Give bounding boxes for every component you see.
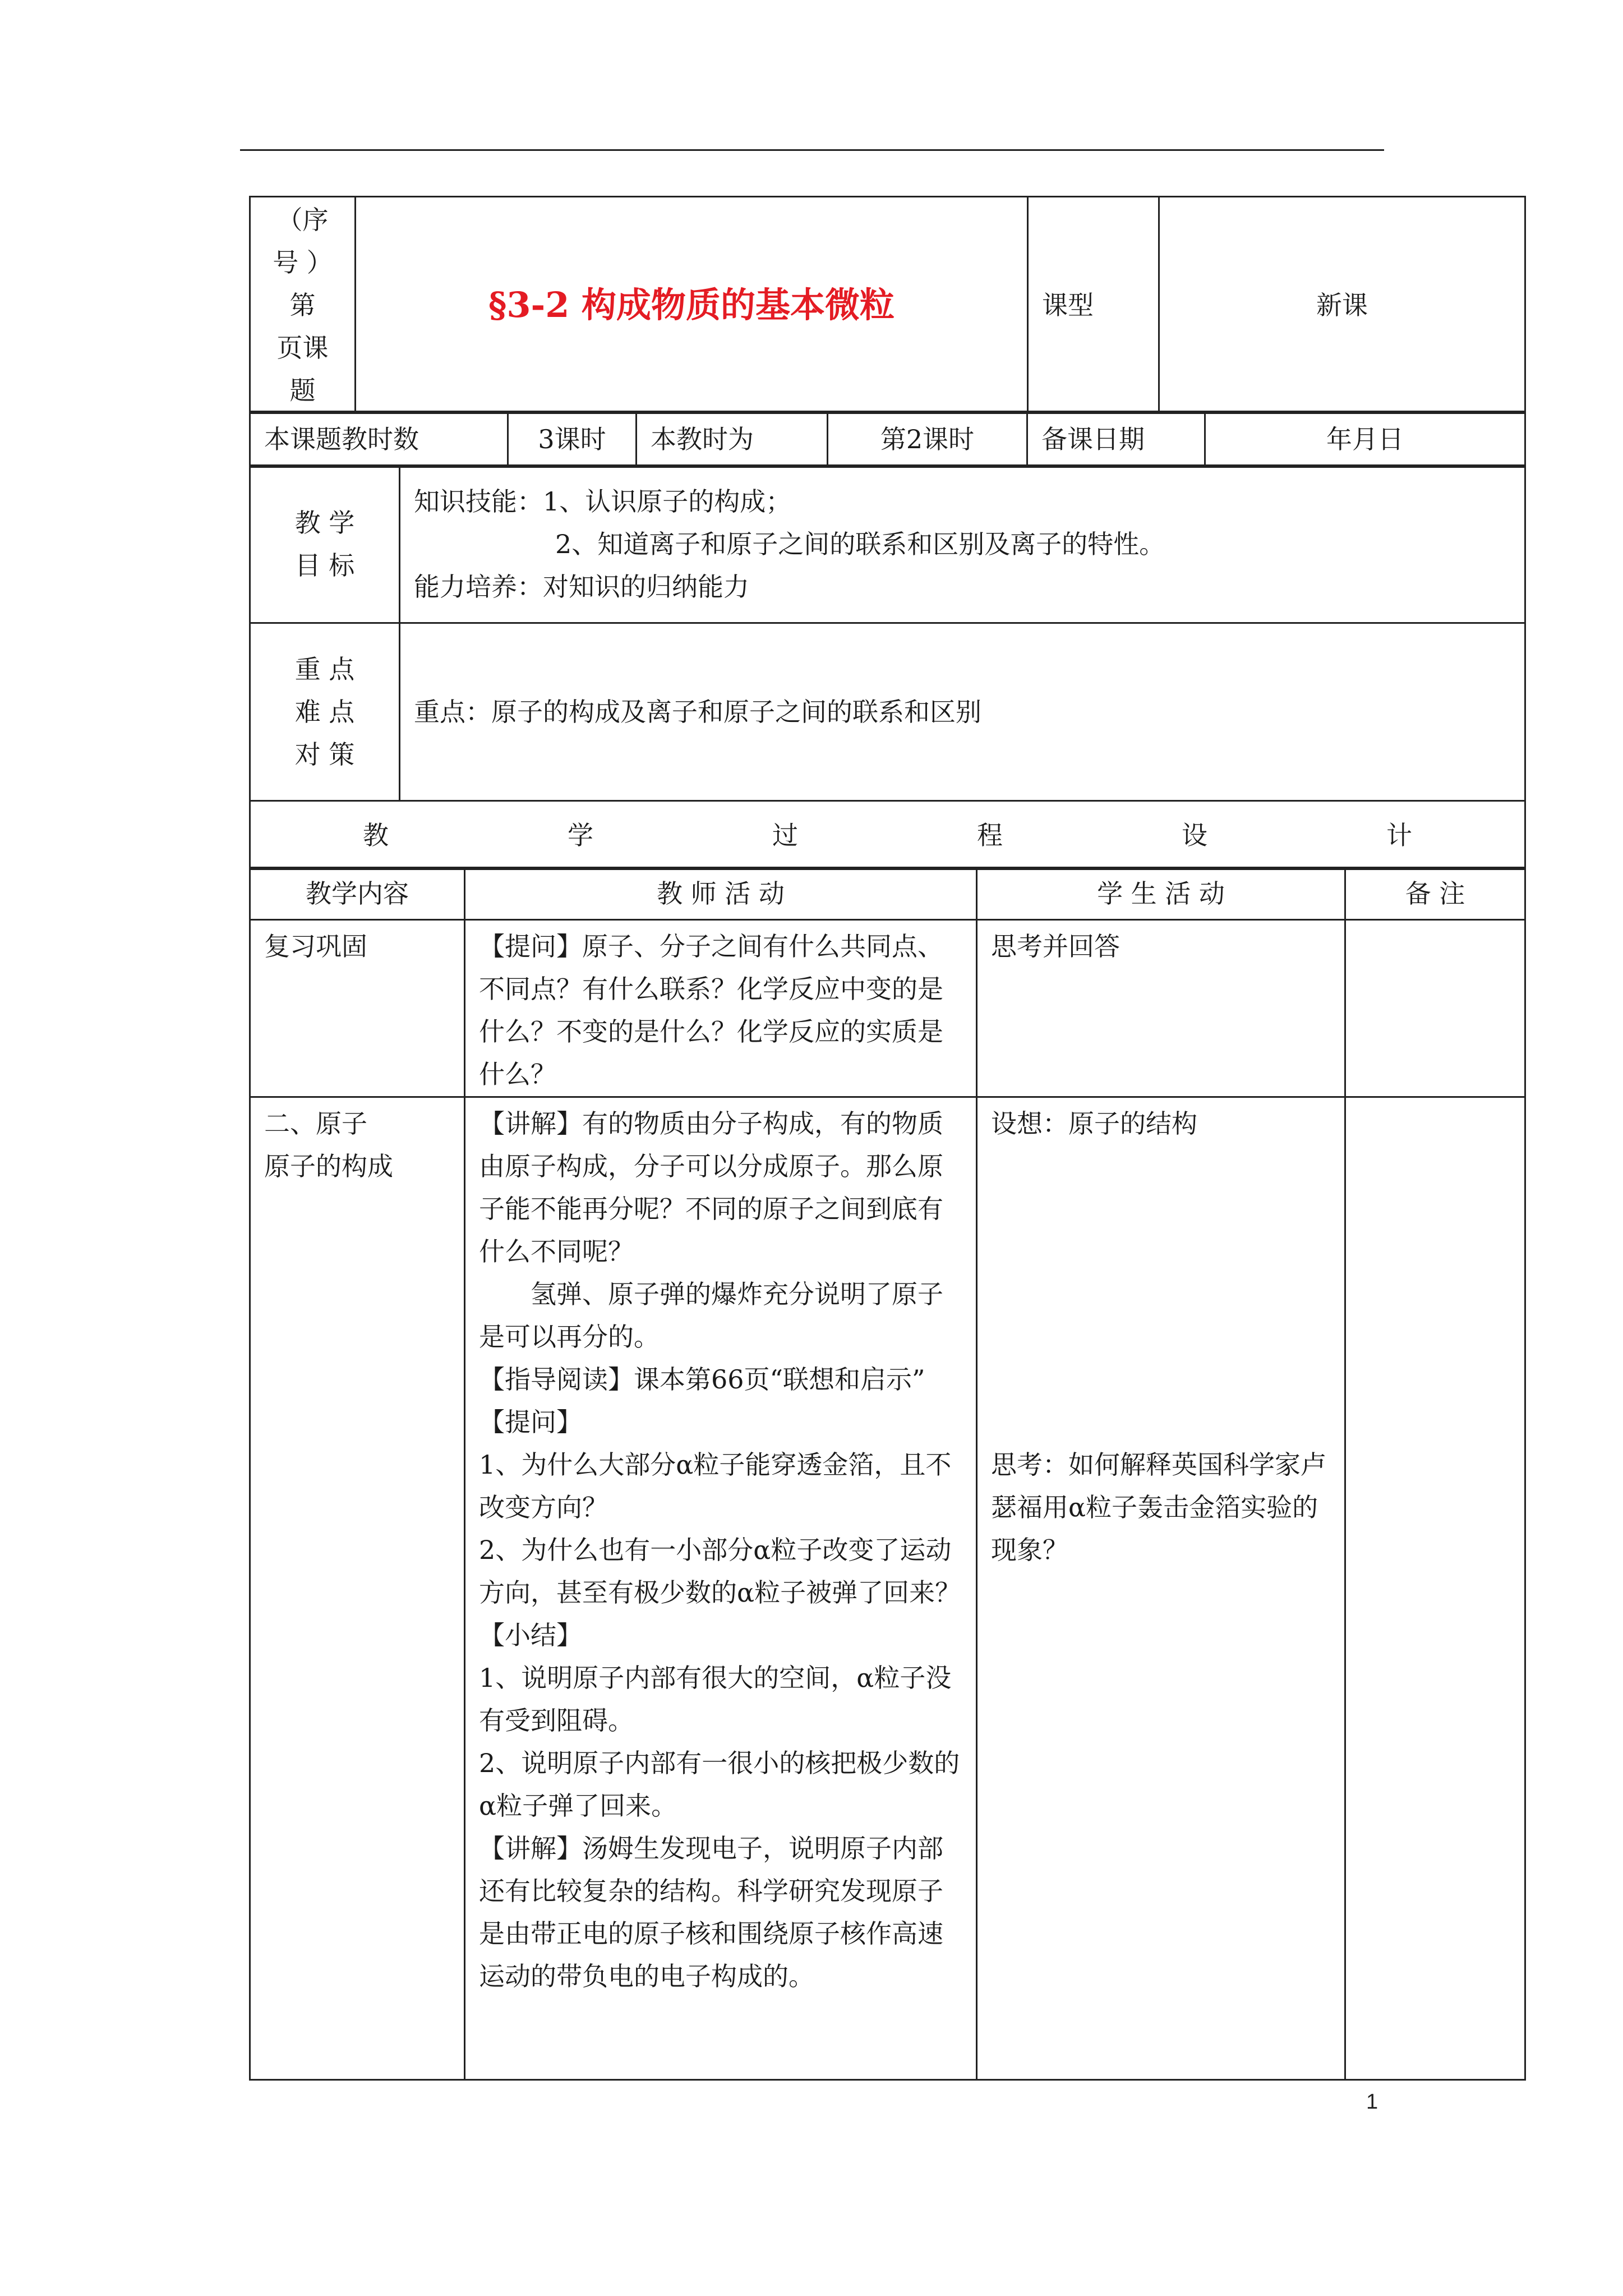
process-heading: 教 学 过 程 设 计 xyxy=(250,801,1525,869)
header-rule xyxy=(240,149,1384,151)
col-header-notes: 备 注 xyxy=(1345,868,1525,920)
row-atom-student: 设想：原子的结构 思考：如何解释英国科学家卢瑟福用α粒子轰击金箔实验的现象？ xyxy=(977,1097,1345,2080)
row-review-teacher: 【提问】原子、分子之间有什么共同点、不同点？有什么联系？化学反应中变的是什么？不变的是什么？化学反应的实质是什么？ xyxy=(465,920,977,1097)
goals-label: 教 学 目 标 xyxy=(250,466,400,623)
type-label: 课型 xyxy=(1028,197,1159,413)
goals-content xyxy=(400,466,1525,623)
row-atom-teacher: 【讲解】有的物质由分子构成，有的物质由原子构成，分子可以分成原子。那么原子能不能再分呢？不同的原子之间到底有什么不同呢？ 氢弹、原子弹的爆炸充分说明了原子是可以再分的。 【指导阅读】课本第66页“联想和启示” 【提问】 1、为什么大部分α粒子能穿透金箔，且不改变方向？ 2、为什么也有一小部分α粒子改变了运动方向，甚至有极少数的α粒子被弹了回来？ 【小结】 1、说明原子内部有很大的空间，α粒子没有受到阻碍。 2、说明原子内部有一很小的核把极少数的α粒子弹了回来。 【讲解】汤姆生发现电子，说明原子内部还有比较复杂的结构。科学研究发现原子是由带正电的原子核和围绕原子核作高速运动的带负电的电子构成的。 xyxy=(465,1097,977,2080)
goals-table xyxy=(249,464,1526,870)
serial-label: （序 号 ） 第 页课 题 xyxy=(250,197,356,413)
row-atom-note xyxy=(1345,1097,1525,2080)
row-atom-content: 二、原子 原子的构成 xyxy=(250,1097,465,2080)
prep-date-label: 备课日期 xyxy=(1027,412,1205,467)
current-hour-value: 第2课时 xyxy=(828,412,1027,467)
type-value: 新课 xyxy=(1159,197,1525,413)
row-review-content: 复习巩固 xyxy=(250,920,465,1097)
col-header-student: 学 生 活 动 xyxy=(977,868,1345,920)
key-points-label: 重 点 难 点 对 策 xyxy=(250,623,400,801)
hours-table xyxy=(249,411,1526,468)
goal-ability: 能力培养：对知识的归纳能力 xyxy=(414,572,749,602)
goal-knowledge: 知识技能：1、认识原子的构成； xyxy=(414,486,792,517)
prep-date-value: 年月日 xyxy=(1205,412,1525,467)
total-hours-value: 3课时 xyxy=(508,412,637,467)
process-table xyxy=(249,867,1526,2081)
key-points-content: 重点：原子的构成及离子和原子之间的联系和区别 xyxy=(400,623,1525,801)
col-header-content: 教学内容 xyxy=(250,868,465,920)
page-number: 1 xyxy=(1366,2090,1378,2114)
header-table xyxy=(249,196,1526,414)
total-hours-label: 本课题教时数 xyxy=(250,412,508,467)
col-header-teacher: 教 师 活 动 xyxy=(465,868,977,920)
goal-knowledge-2: 2、知道离子和原子之间的联系和区别及离子的特性。 xyxy=(555,529,1165,559)
lesson-title: §3-2 构成物质的基本微粒 xyxy=(356,197,1028,413)
current-hour-label: 本教时为 xyxy=(637,412,828,467)
row-review-note xyxy=(1345,920,1525,1097)
row-review-student: 思考并回答 xyxy=(977,920,1345,1097)
